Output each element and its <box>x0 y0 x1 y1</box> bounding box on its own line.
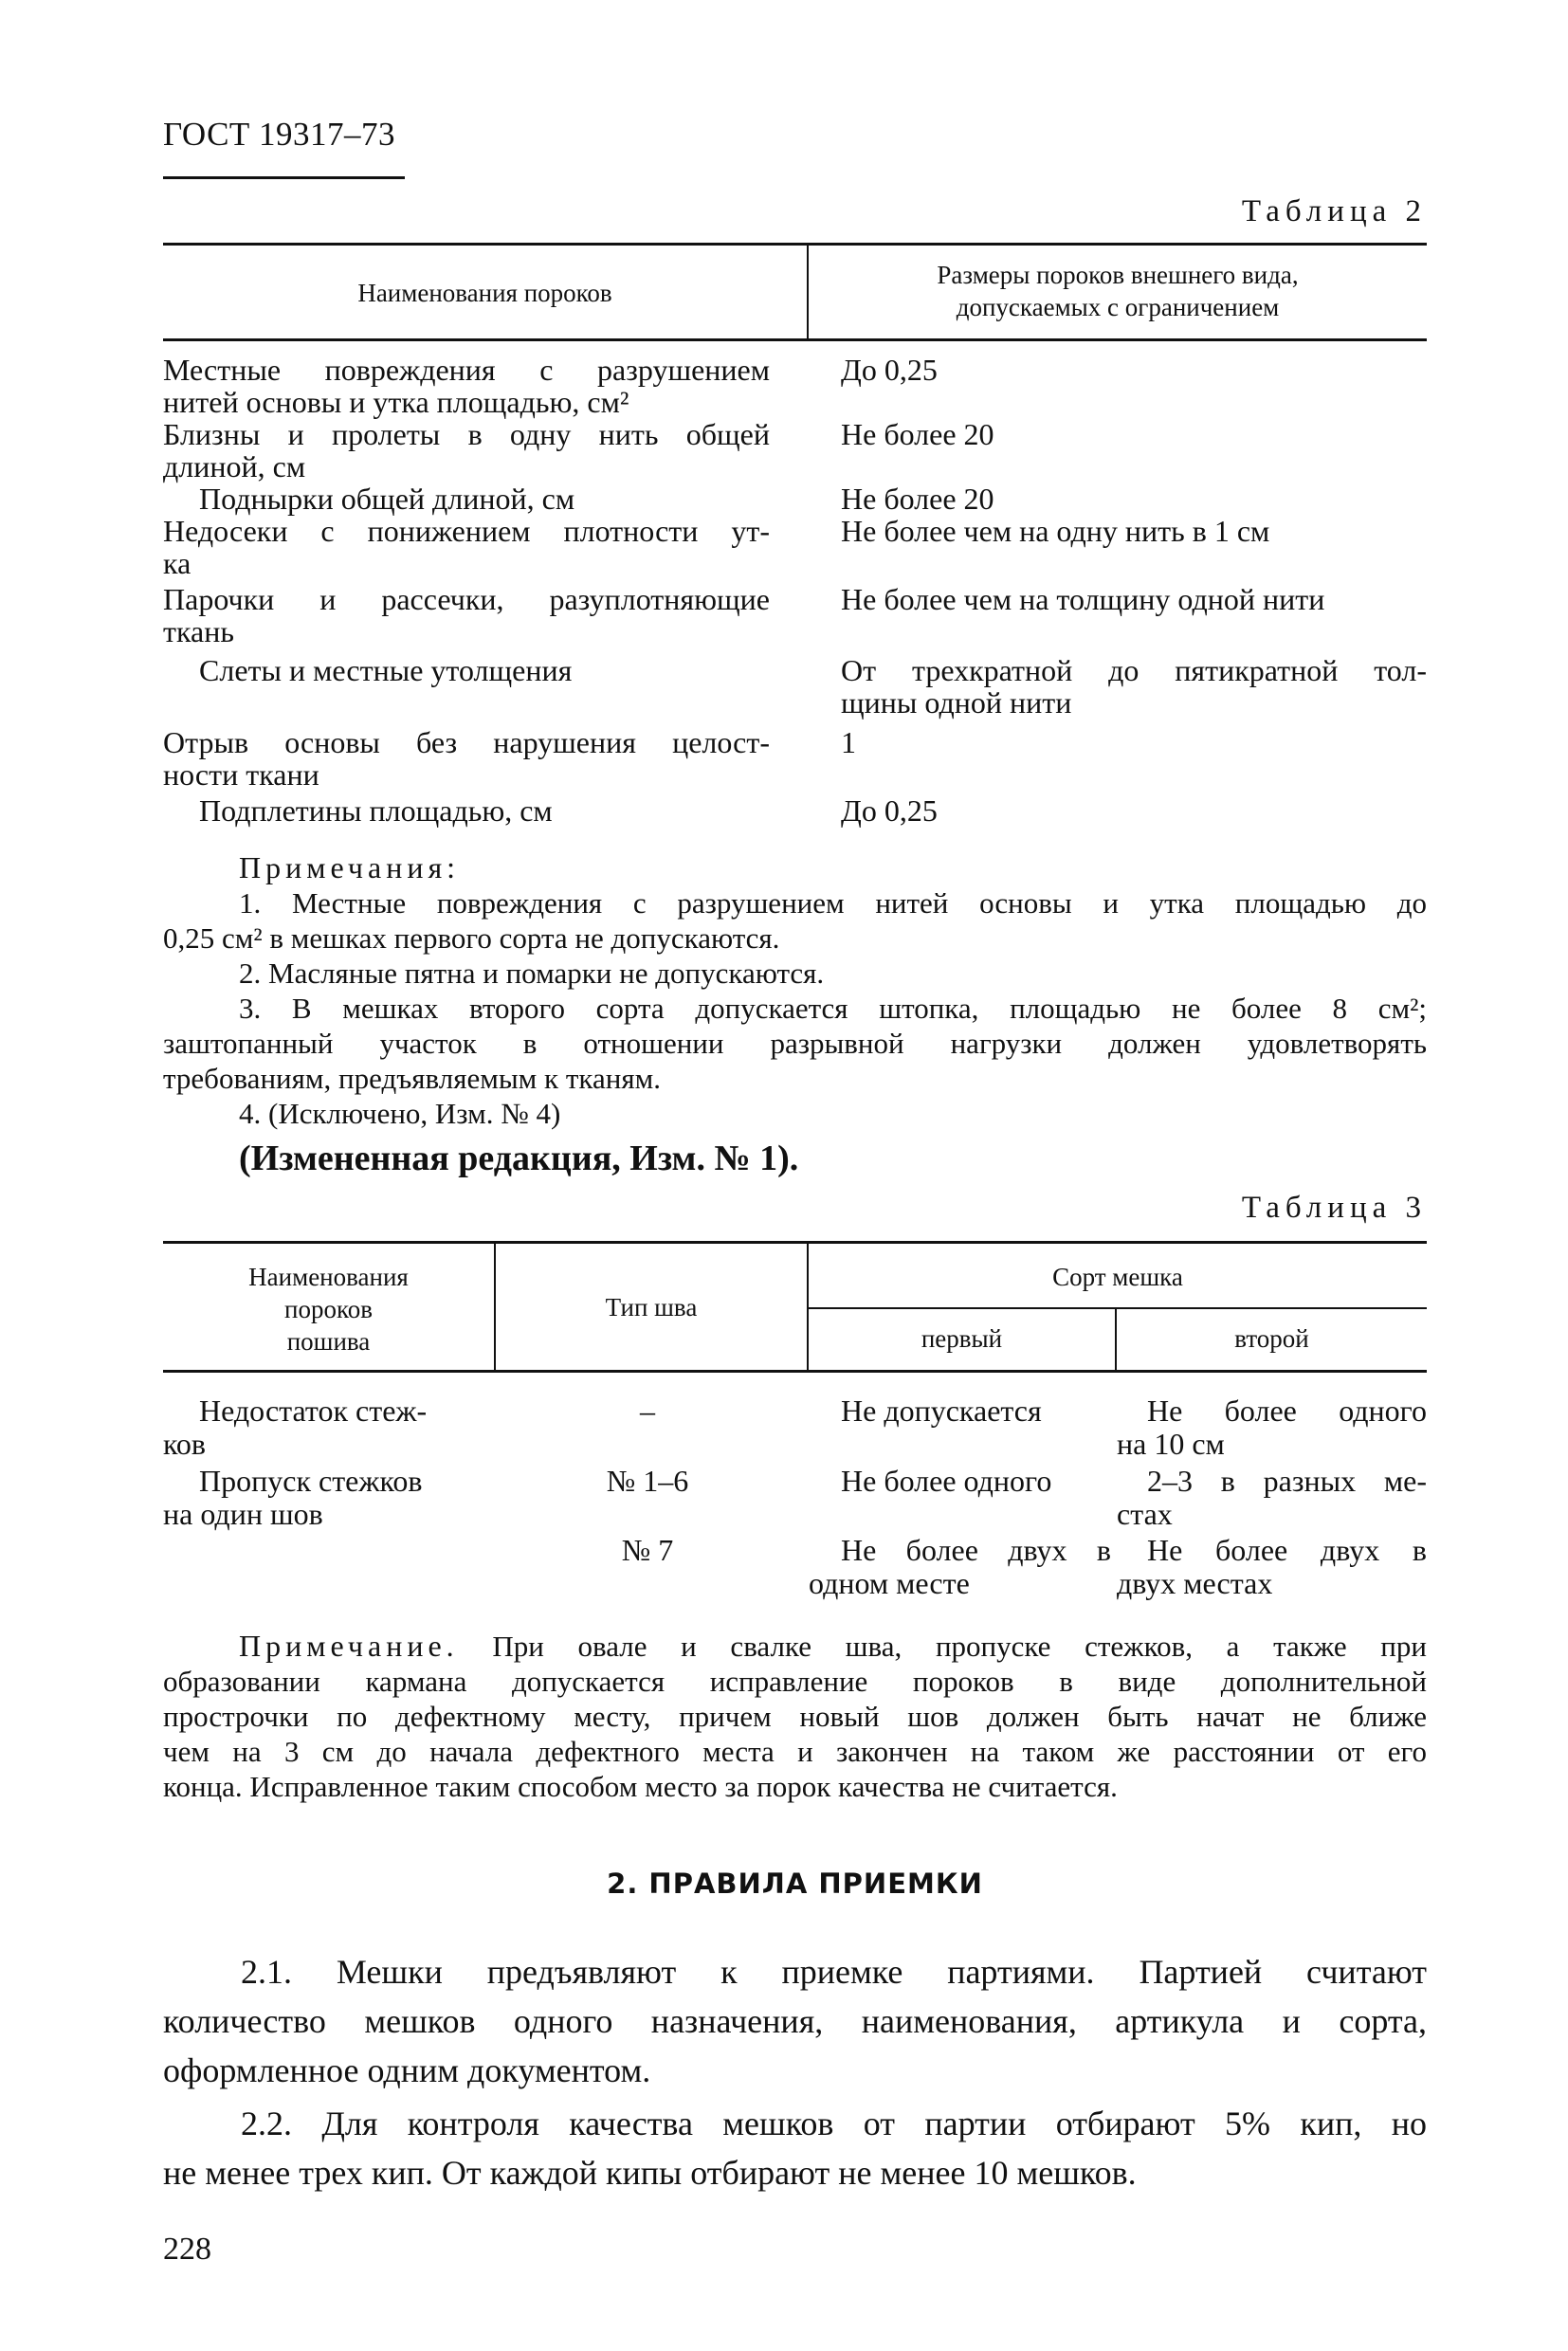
table2-row3-name: Поднырки общей длиной, см <box>199 482 575 516</box>
table3-top-rule <box>163 1241 1427 1244</box>
section2-body <box>163 1947 1427 2197</box>
table2-row3-value: Не более 20 <box>841 482 994 516</box>
note1-line2: 0,25 см² в мешках первого сорта не допускаются. <box>163 921 780 955</box>
table3-row3-seam: № 7 <box>621 1533 674 1567</box>
table2-caption: Таблица 2 <box>1241 194 1427 228</box>
table2-col1-header: Наименования пороков <box>357 279 612 307</box>
table3-group-rule <box>807 1307 1427 1309</box>
table2-col2-header-line2: допускаемых с ограничением <box>956 293 1280 321</box>
table2-row8-name: Подплетины площадью, см <box>199 793 553 828</box>
table3-row3-first-line2: одном месте <box>809 1566 970 1600</box>
table3-row2-second-line2: стах <box>1117 1497 1173 1531</box>
table3-note-line3: прострочки по дефектному месту, причем новый шов должен быть начат не ближе <box>163 1700 1427 1733</box>
table3-row2-second-line1: 2–3 в разных ме- <box>1147 1464 1427 1498</box>
table3-row1-second-line2: на 10 см <box>1117 1427 1225 1461</box>
table3-row3-second-line2: двух местах <box>1117 1566 1273 1600</box>
table2-row1-name-line2: нитей основы и утка площадью, см² <box>163 385 629 419</box>
table3-row1-name-line2: ков <box>163 1427 207 1461</box>
table3-row2-name-line2: на один шов <box>163 1497 323 1531</box>
note3-line2: заштопанный участок в отношении разрывной нагрузки должен удовлетворять <box>163 1027 1427 1060</box>
table3-row1-seam: – <box>640 1394 655 1428</box>
table3-col2-header: Тип шва <box>605 1293 698 1321</box>
section2-title: 2. ПРАВИЛА ПРИЕМКИ <box>607 1868 983 1900</box>
section2-p1-line3: оформленное одним документом. <box>163 2051 651 2089</box>
table3-col1-header-line3: пошива <box>286 1327 371 1356</box>
table2-row4-value: Не более чем на одну нить в 1 см <box>841 514 1270 548</box>
notes-title: Примечания: <box>239 850 461 884</box>
table2-row2-value: Не более 20 <box>841 417 994 451</box>
table3-col1-header-line2: пороков <box>284 1295 373 1323</box>
table2-row2-name-line2: длиной, см <box>163 449 306 483</box>
table2-row6-value-line1: От трехкратной до пятикратной тол- <box>841 653 1427 687</box>
table2-row5-name-line1: Парочки и рассечки, разуплотняющие <box>163 582 770 616</box>
table2-col2-header-line1: Размеры пороков внешнего вида, <box>937 261 1299 289</box>
table3-note-title: Примечание. <box>239 1629 459 1663</box>
table3-row2-name-line1: Пропуск стежков <box>199 1464 423 1498</box>
table3-note-line2: образовании кармана допускается исправление пороков в виде дополнительной <box>163 1665 1427 1698</box>
table2-row1-value: До 0,25 <box>841 353 938 387</box>
section2-p1-line2: количество мешков одного назначения, наименования, артикула и сорта, <box>163 2002 1427 2040</box>
table2-row2-name-line1: Близны и пролеты в одну нить общей <box>163 417 770 451</box>
table2-row5-value: Не более чем на толщину одной нити <box>841 582 1325 616</box>
table3-row1-first: Не допускается <box>841 1394 1042 1428</box>
note4: 4. (Исключено, Изм. № 4) <box>239 1097 561 1130</box>
table2-row4-name-line2: ка <box>163 546 191 580</box>
table3-row2-first: Не более одного <box>841 1464 1052 1498</box>
table3-row1-name-line1: Недостаток стеж- <box>199 1394 428 1428</box>
section2-p2-line2: не менее трех кип. От каждой кипы отбирают не менее 10 мешков. <box>163 2154 1137 2192</box>
note2: 2. Масляные пятна и помарки не допускаются. <box>239 957 825 990</box>
section2-p1-line1: 2.1. Мешки предъявляют к приемке партиями. Партией считают <box>241 1953 1427 1991</box>
table3-note-line1: При овале и свалке шва, пропуске стежков, а также при <box>458 1630 1427 1663</box>
table2-row7-name-line1: Отрыв основы без нарушения целост- <box>163 725 770 759</box>
table3-group-header: Сорт мешка <box>1052 1263 1183 1291</box>
table3-row1-second-line1: Не более одного <box>1147 1394 1427 1428</box>
table2-row6-name: Слеты и местные утолщения <box>199 653 573 687</box>
section2-p2-line1: 2.2. Для контроля качества мешков от партии отбирают 5% кип, но <box>241 2105 1427 2142</box>
table3-sub1-header: первый <box>921 1324 1003 1353</box>
table2-row8-value: До 0,25 <box>841 793 938 828</box>
table2-row7-value: 1 <box>841 725 856 759</box>
table2-row6-value-line2: щины одной нити <box>841 685 1072 720</box>
table2-row1-name-line1: Местные повреждения с разрушением <box>163 353 770 387</box>
table3-sub2-header: второй <box>1234 1324 1309 1353</box>
table3-row2-seam: № 1–6 <box>606 1464 689 1498</box>
note1-line1: 1. Местные повреждения с разрушением нитей основы и утка площадью до <box>239 886 1427 920</box>
note3-line3: требованиям, предъявляемым к тканям. <box>163 1062 661 1095</box>
page-number: 228 <box>163 2232 211 2267</box>
table2-top-rule <box>163 243 1427 246</box>
table3-note-line5: конца. Исправленное таким способом место за порок качества не считается. <box>163 1770 1118 1803</box>
table2-row5-name-line2: ткань <box>163 614 234 648</box>
table3-note-line4: чем на 3 см до начала дефектного места и закончен на таком же расстоянии от его <box>163 1735 1427 1768</box>
table3-caption: Таблица 3 <box>1241 1191 1427 1225</box>
edition-note: (Измененная редакция, Изм. № 1). <box>239 1139 799 1178</box>
table3-col1-header-line1: Наименования <box>248 1263 409 1291</box>
table2-header-rule <box>163 338 1427 341</box>
standard-code: ГОСТ 19317–73 <box>163 116 396 153</box>
table3-row3-first-line1: Не более двух в <box>841 1533 1111 1567</box>
notes-block <box>163 885 1427 1131</box>
header-underline <box>163 176 405 179</box>
table2-row7-name-line2: ности ткани <box>163 757 319 792</box>
note3-line1: 3. В мешках второго сорта допускается штопка, площадью не более 8 см²; <box>239 992 1427 1025</box>
table3-note <box>163 1629 1427 1804</box>
table3-row3-second-line1: Не более двух в <box>1147 1533 1427 1567</box>
table3-header-rule <box>163 1370 1427 1373</box>
table2-row4-name-line1: Недосеки с понижением плотности ут- <box>163 514 770 548</box>
